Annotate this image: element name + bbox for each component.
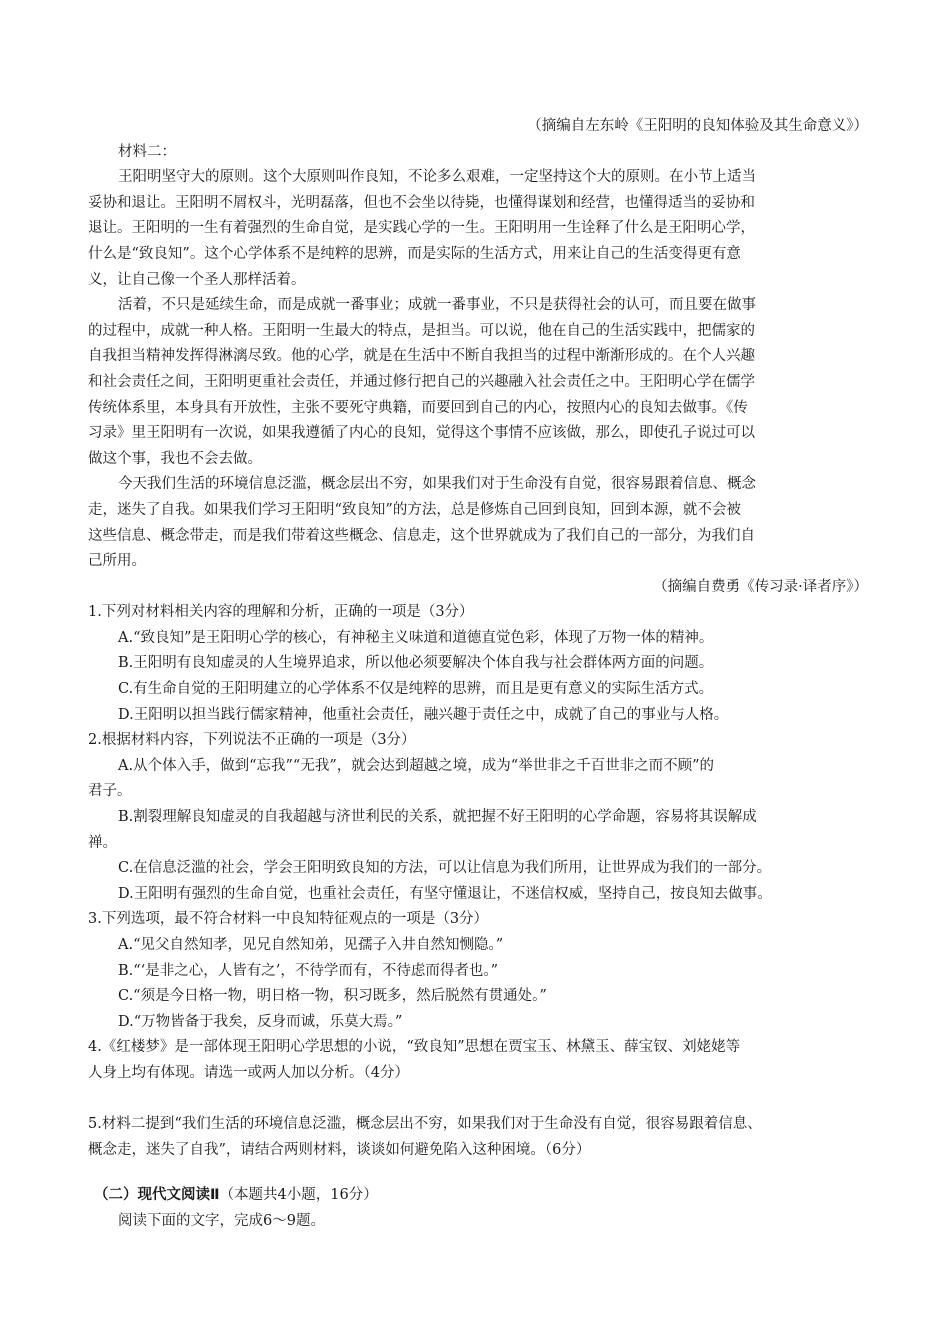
option-a: A.“致良知”是王阳明心学的核心，有神秘主义味道和道德直觉色彩，体现了万物一体的精神。: [118, 629, 714, 646]
question-stem: 3.下列选项，最不符合材料一中良知特征观点的一项是（3分）: [88, 911, 489, 928]
paragraph-line: 的过程中，成就一种人格。王阳明一生最大的特点，是担当。可以说，他在自己的生活实践中，把儒家的: [88, 322, 755, 339]
question-4: [88, 1035, 868, 1086]
option-d: D.“万物皆备于我矣，反身而诚，乐莫大焉。”: [118, 1013, 403, 1030]
paragraph-line: 什么是“致良知”。这个心学体系不是纯粹的思辨，而是实际的生活方式，用来让自己的生活变得更有意: [88, 245, 741, 262]
question-stem: 2.根据材料内容，下列说法不正确的一项是（3分）: [88, 732, 416, 749]
paragraph-line: 活着，不只是延续生命，而是成就一番事业；成就一番事业，不只是获得社会的认可，而且要在做事: [118, 297, 756, 314]
option-a: A.从个体入手，做到“忘我”“无我”，就会达到超越之境，成为“举世非之千百世非之而不顾”的: [118, 757, 715, 774]
question-5: [88, 1112, 868, 1163]
option-d: D.王阳明有强烈的生命自觉，也重社会责任，有坚守懂退让，不迷信权威，坚持自己，按良知去做事。: [118, 885, 772, 902]
question-text: 4.《红楼梦》是一部体现王阳明心学思想的小说，“致良知”思想在贾宝玉、林黛玉、薛宝钗、刘姥姥等: [88, 1039, 741, 1056]
paragraph-line: 做这个事，我也不会去做。: [88, 450, 262, 467]
section2-heading: [88, 1183, 868, 1209]
material2-heading: 材料二：: [118, 143, 176, 160]
option-b: B.“‘是非之心，人皆有之’，不待学而有，不待虑而得者也。”: [118, 962, 499, 979]
section2-instruction: 阅读下面的文字，完成6～9题。: [118, 1212, 325, 1229]
paragraph-line: 自我担当精神发挥得淋漓尽致。他的心学，就是在生活中不断自我担当的过程中渐渐形成的。在个人兴趣: [88, 348, 755, 365]
paragraph-line: 习录》里王阳明有一次说，如果我遵循了内心的良知，觉得这个事情不应该做，那么，即使孔子说过可以: [88, 425, 755, 442]
material2-paragraph-3: [88, 472, 868, 574]
option-b: B.王阳明有良知虚灵的人生境界追求，所以他必须要解决个体自我与社会群体两方面的问题。: [118, 655, 714, 672]
source-citation-1: （摘编自左东岭《王阳明的良知体验及其生命意义》）: [527, 118, 868, 134]
question-text: 概念走，迷失了自我”，请结合两则材料，谈谈如何避免陷入这种困境。（6分）: [88, 1141, 591, 1158]
option-c: C.“须是今日格一物，明日格一物，积习既多，然后脱然有贯通处。”: [118, 988, 547, 1005]
question-text: 5.材料二提到“我们生活的环境信息泛滥，概念层出不穷，如果我们对于生命没有自觉，很容易跟着信息、: [88, 1116, 762, 1133]
paragraph-line: 今天我们生活的环境信息泛滥，概念层出不穷，如果我们对于生命没有自觉，很容易跟着信息、概念: [118, 476, 756, 493]
material2-paragraph-2: [88, 293, 868, 472]
paragraph-line: 和社会责任之间，王阳明更重社会责任，并通过修行把自己的兴趣融入社会责任之中。王阳明心学在儒学: [88, 373, 755, 390]
answer-space: [88, 1163, 868, 1183]
option-a: A.“见父自然知孝，见兄自然知弟，见孺子入井自然知恻隐。”: [118, 937, 504, 953]
section2-title: （二）现代文阅读Ⅱ: [94, 1187, 220, 1204]
question-2: [88, 728, 868, 907]
question-3: [88, 907, 868, 1035]
exam-page: [88, 114, 868, 1235]
paragraph-line: 这些信息、概念带走，而是我们带着这些概念、信息走，这个世界就成为了我们自己的一部分，为我们自: [88, 527, 755, 544]
paragraph-line: 退让。王阳明的一生有着强烈的生命自觉，是实践心学的一生。王阳明用一生诠释了什么是王阳明心学，: [88, 220, 755, 237]
paragraph-line: 王阳明坚守大的原则。这个大原则叫作良知，不论多么艰难，一定坚持这个大的原则。在小节上适当: [118, 169, 756, 186]
option-c: C.有生命自觉的王阳明建立的心学体系不仅是纯粹的思辨，而且是更有意义的实际生活方式。: [118, 681, 714, 698]
paragraph-line: 走，迷失了自我。如果我们学习王阳明“致良知”的方法，总是修炼自己回到良知，回到本源，就不会被: [88, 501, 741, 518]
question-1: [88, 600, 868, 728]
paragraph-line: 己所用。: [88, 553, 146, 570]
source-citation-2: （摘编自费勇《传习录·译者序》）: [653, 578, 868, 595]
question-text: 人身上均有体现。请选一或两人加以分析。（4分）: [88, 1064, 409, 1081]
option-d: D.王阳明以担当践行儒家精神，他重社会责任，融兴趣于责任之中，成就了自己的事业与人格。: [118, 706, 729, 723]
section2-note: （本题共4小题，16分）: [219, 1187, 378, 1204]
paragraph-line: 传统体系里，本身具有开放性，主张不要死守典籍，而要回到自己的内心，按照内心的良知去做事。《传: [88, 399, 748, 416]
material2-paragraph-1: [88, 165, 868, 293]
option-a-continued: 君子。: [88, 783, 132, 800]
option-b: B.割裂理解良知虚灵的自我超越与济世利民的关系，就把握不好王阳明的心学命题，容易将其误解成: [118, 809, 757, 826]
paragraph-line: 妥协和退让。王阳明不屑权斗，光明磊落，但也不会坐以待毙，也懂得谋划和经营，也懂得适当的妥协和: [88, 194, 755, 211]
option-b-continued: 禅。: [88, 834, 117, 851]
question-stem: 1.下列对材料相关内容的理解和分析，正确的一项是（3分）: [88, 604, 474, 621]
option-c: C.在信息泛滥的社会，学会王阳明致良知的方法，可以让信息为我们所用，让世界成为我们的一部分。: [118, 860, 772, 877]
answer-space: [88, 1087, 868, 1113]
paragraph-line: 义，让自己像一个圣人那样活着。: [88, 271, 306, 288]
